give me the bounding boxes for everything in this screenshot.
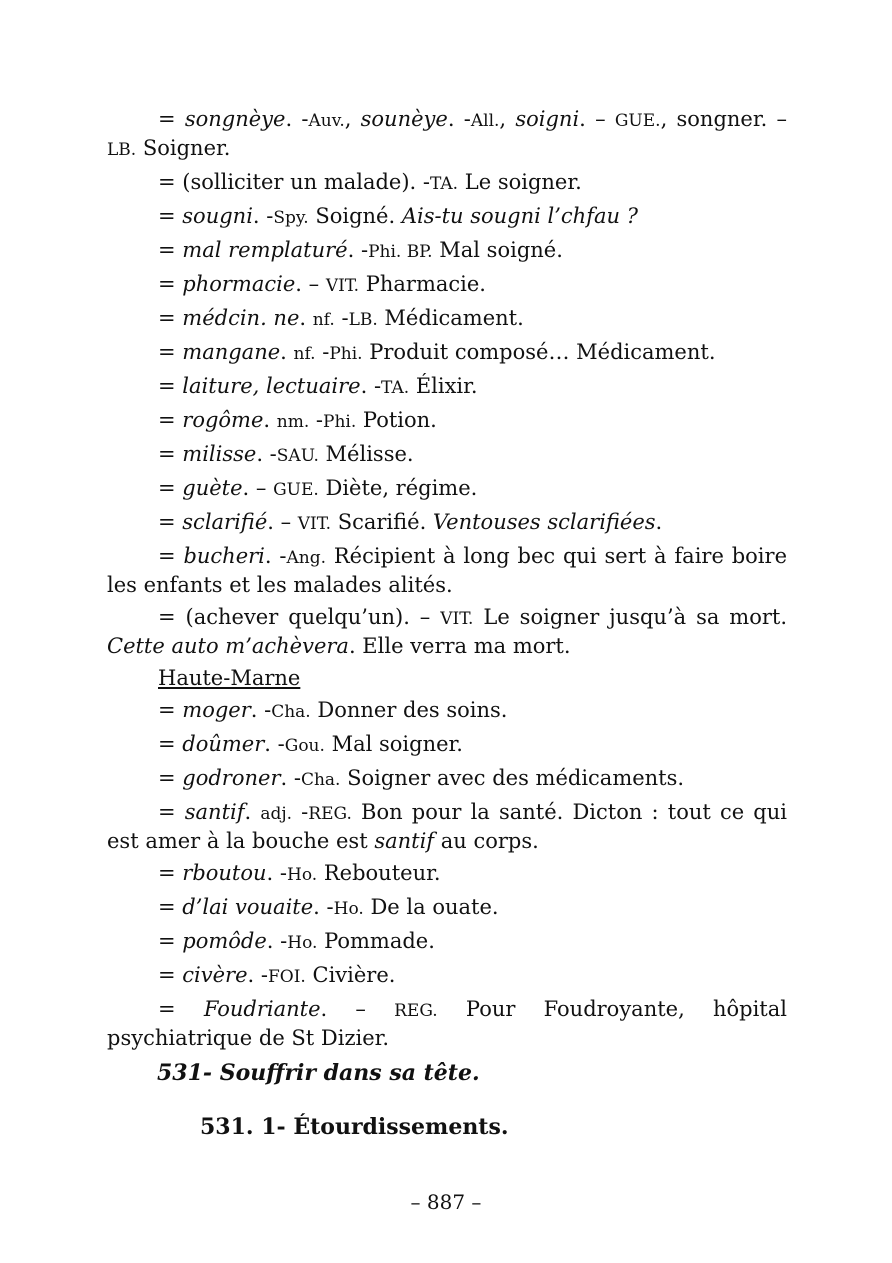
source-abbreviation: nf.	[312, 310, 335, 330]
entry-text: Scarifié.	[331, 510, 433, 534]
dialect-term: sclarifié	[182, 510, 268, 534]
source-abbreviation: Ho.	[333, 899, 364, 919]
section-title: 531- Souffrir dans sa tête.	[157, 1060, 480, 1086]
dialect-term: Foudriante	[203, 997, 321, 1021]
entry-text: .	[655, 510, 663, 534]
entry-text: Potion.	[356, 408, 437, 432]
source-abbreviation: Gou.	[284, 736, 325, 756]
source-abbreviation: LB.	[348, 310, 378, 330]
entry-text: .	[263, 408, 277, 432]
dialect-term: doûmer	[182, 732, 265, 756]
entry-text: Civière.	[305, 963, 396, 987]
dialect-term: santif	[374, 829, 435, 853]
source-abbreviation: Spy.	[273, 208, 309, 228]
dialect-term: phormacie	[182, 272, 296, 296]
entry-text: Bon pour la santé. Dicton : tout ce qui est amer à la bouche est	[107, 800, 787, 853]
dialect-term: mal remplaturé	[182, 238, 348, 262]
entry-text: =	[158, 510, 183, 534]
entry-text: =	[158, 476, 183, 500]
dialect-term: Ventouses sclarifiées	[432, 510, 656, 534]
region-heading: Haute-Marne	[158, 666, 301, 690]
dialect-term: santif	[184, 800, 245, 824]
source-abbreviation: Auv.	[308, 111, 345, 131]
dialect-term: d’lai vouaite	[182, 895, 314, 919]
source-abbreviation: GUE.	[273, 480, 319, 500]
entry-text: . -	[280, 766, 301, 790]
entry-text: =	[158, 272, 183, 296]
entry-text: ,	[499, 107, 516, 131]
dialect-term: civère	[182, 963, 248, 987]
entry-text: =	[158, 238, 183, 262]
entry-text: . -	[360, 374, 382, 398]
dictionary-entry	[107, 731, 787, 760]
dictionary-entry	[107, 962, 787, 991]
source-abbreviation: VIT.	[440, 609, 474, 629]
entry-text: Produit composé… Médicament.	[362, 340, 716, 364]
entry-text: . -	[247, 963, 268, 987]
source-abbreviation: VIT.	[297, 514, 332, 534]
entry-text: =	[158, 340, 183, 364]
entry-text: =	[158, 204, 183, 228]
dialect-term: mangane	[182, 340, 281, 364]
source-abbreviation: nm.	[276, 412, 310, 432]
dialect-term: rboutou	[182, 861, 267, 885]
entry-text: . -	[256, 442, 277, 466]
source-abbreviation: Cha.	[300, 770, 341, 790]
source-abbreviation: Ho.	[287, 865, 318, 885]
dictionary-entry	[107, 339, 787, 368]
entry-text: =	[158, 861, 183, 885]
dictionary-entry	[107, 373, 787, 402]
dictionary-entries	[107, 106, 787, 1057]
entry-text: -	[292, 800, 309, 824]
dialect-term: godroner	[182, 766, 281, 790]
entry-text: .	[244, 800, 261, 824]
subsection-title: 531. 1- Étourdissements.	[200, 1114, 509, 1140]
source-abbreviation: GUE.	[614, 111, 661, 131]
dictionary-entry	[107, 509, 787, 538]
entry-text: Mélisse.	[318, 442, 414, 466]
entry-text: -	[309, 408, 324, 432]
entry-text: . -	[264, 732, 285, 756]
entry-text: Soigner.	[136, 136, 231, 160]
dictionary-entry	[107, 475, 787, 504]
entry-text: De la ouate.	[363, 895, 499, 919]
entry-text: Diète, régime.	[318, 476, 478, 500]
entry-text: . -	[264, 544, 287, 568]
entry-text: au corps.	[434, 829, 539, 853]
entry-text: =	[158, 107, 185, 131]
entry-text: . -	[285, 107, 309, 131]
entry-text: =	[158, 963, 183, 987]
dictionary-entry	[107, 169, 787, 198]
entry-text: =	[158, 895, 183, 919]
entry-text: . -	[347, 238, 369, 262]
source-abbreviation: LB.	[107, 140, 137, 160]
entry-text: -	[315, 340, 330, 364]
entry-text: =	[158, 766, 183, 790]
source-abbreviation: Cha.	[271, 702, 311, 722]
dictionary-entry	[107, 860, 787, 889]
dictionary-entry	[107, 305, 787, 334]
entry-text: ,	[344, 107, 361, 131]
source-abbreviation: adj.	[260, 804, 293, 824]
source-abbreviation: Phi. BP.	[368, 242, 433, 262]
dictionary-entry	[107, 441, 787, 470]
entry-text: Médicament.	[377, 306, 524, 330]
dictionary-entry	[107, 697, 787, 726]
entry-text: . -	[252, 204, 274, 228]
source-abbreviation: Ang.	[286, 548, 327, 568]
entry-text: Mal soigner.	[324, 732, 463, 756]
entry-text: . -	[313, 895, 334, 919]
entry-text: . -	[266, 861, 287, 885]
entry-text: . –	[579, 107, 615, 131]
dialect-term: guète	[182, 476, 243, 500]
entry-text: Pour Foudroyante, hôpital psychiatrique de St Dizier.	[107, 997, 787, 1050]
entry-text: . -	[266, 929, 288, 953]
page-number: – 887 –	[410, 1190, 482, 1214]
dialect-term: médcin. ne	[182, 306, 300, 330]
dialect-term: rogôme	[182, 408, 264, 432]
entry-text: =	[158, 408, 183, 432]
entry-text: =	[158, 698, 183, 722]
source-abbreviation: REG.	[308, 804, 352, 824]
entry-text: =	[158, 374, 183, 398]
dialect-term: milisse	[182, 442, 257, 466]
dialect-term: bucheri	[183, 544, 265, 568]
dialect-term: pomôde	[182, 929, 267, 953]
entry-text: =	[158, 306, 183, 330]
dialect-term: moger	[182, 698, 251, 722]
dictionary-entry	[107, 928, 787, 957]
dictionary-entry	[107, 237, 787, 266]
entry-text: Pommade.	[317, 929, 435, 953]
dictionary-entry	[107, 604, 787, 660]
source-abbreviation: Phi.	[323, 412, 357, 432]
entry-text: Pharmacie.	[359, 272, 486, 296]
dictionary-entry	[107, 996, 787, 1052]
entry-text: . Elle verra ma mort.	[348, 634, 571, 658]
dictionary-entry	[107, 271, 787, 300]
dialect-term: Ais-tu sougni l’chfau ?	[401, 204, 638, 228]
dialect-term: songnèye	[184, 107, 286, 131]
entry-text: Le soigner jusqu’à sa mort.	[473, 605, 787, 629]
source-abbreviation: TA.	[430, 174, 459, 194]
entry-text: Rebouteur.	[317, 861, 441, 885]
entry-text: . –	[242, 476, 274, 500]
entry-text: =	[158, 544, 184, 568]
entry-text: Récipient à long bec qui sert à faire boire les enfants et les malades alités.	[107, 544, 787, 597]
source-abbreviation: SAU.	[276, 446, 319, 466]
entry-text: Mal soigné.	[432, 238, 563, 262]
dialect-term: Cette auto m’achèvera	[107, 634, 349, 658]
dictionary-entry	[107, 894, 787, 923]
source-abbreviation: All.	[470, 111, 500, 131]
entry-text: =	[158, 929, 183, 953]
dialect-term: laiture, lectuaire	[182, 374, 361, 398]
source-abbreviation: REG.	[394, 1001, 438, 1021]
source-abbreviation: VIT.	[325, 276, 360, 296]
entry-text: , songner. –	[660, 107, 787, 131]
source-abbreviation: FOI.	[267, 967, 306, 987]
entry-text: Donner des soins.	[310, 698, 508, 722]
source-abbreviation: nf.	[293, 344, 316, 364]
dictionary-entry	[107, 799, 787, 855]
entry-text: -	[334, 306, 349, 330]
source-abbreviation: TA.	[381, 378, 410, 398]
entry-text: . -	[250, 698, 272, 722]
source-abbreviation: Phi.	[329, 344, 363, 364]
dictionary-entry	[107, 203, 787, 232]
source-abbreviation: Ho.	[287, 933, 318, 953]
entry-text: .	[299, 306, 313, 330]
dialect-term: sougni	[182, 204, 253, 228]
entry-text: . -	[447, 107, 471, 131]
entry-text: . –	[267, 510, 298, 534]
dictionary-entry	[107, 543, 787, 599]
dialect-term: soigni	[515, 107, 580, 131]
dictionary-entry	[107, 106, 787, 164]
entry-text: Le soigner.	[458, 170, 582, 194]
entry-text: Soigner avec des médicaments.	[340, 766, 685, 790]
entry-text: =	[158, 442, 183, 466]
entry-text: .	[280, 340, 294, 364]
entry-text: . –	[295, 272, 326, 296]
dictionary-entry	[107, 765, 787, 794]
dialect-term: sounèye	[360, 107, 448, 131]
dictionary-entry	[107, 407, 787, 436]
entry-text: Soigné.	[308, 204, 402, 228]
entry-text: = (solliciter un malade). -	[158, 170, 430, 194]
entry-text: =	[158, 997, 204, 1021]
entry-text: . –	[320, 997, 395, 1021]
entry-text: =	[158, 800, 185, 824]
entry-text: =	[158, 732, 183, 756]
entry-text: = (achever quelqu’un). –	[158, 605, 441, 629]
entry-text: Élixir.	[409, 374, 478, 398]
